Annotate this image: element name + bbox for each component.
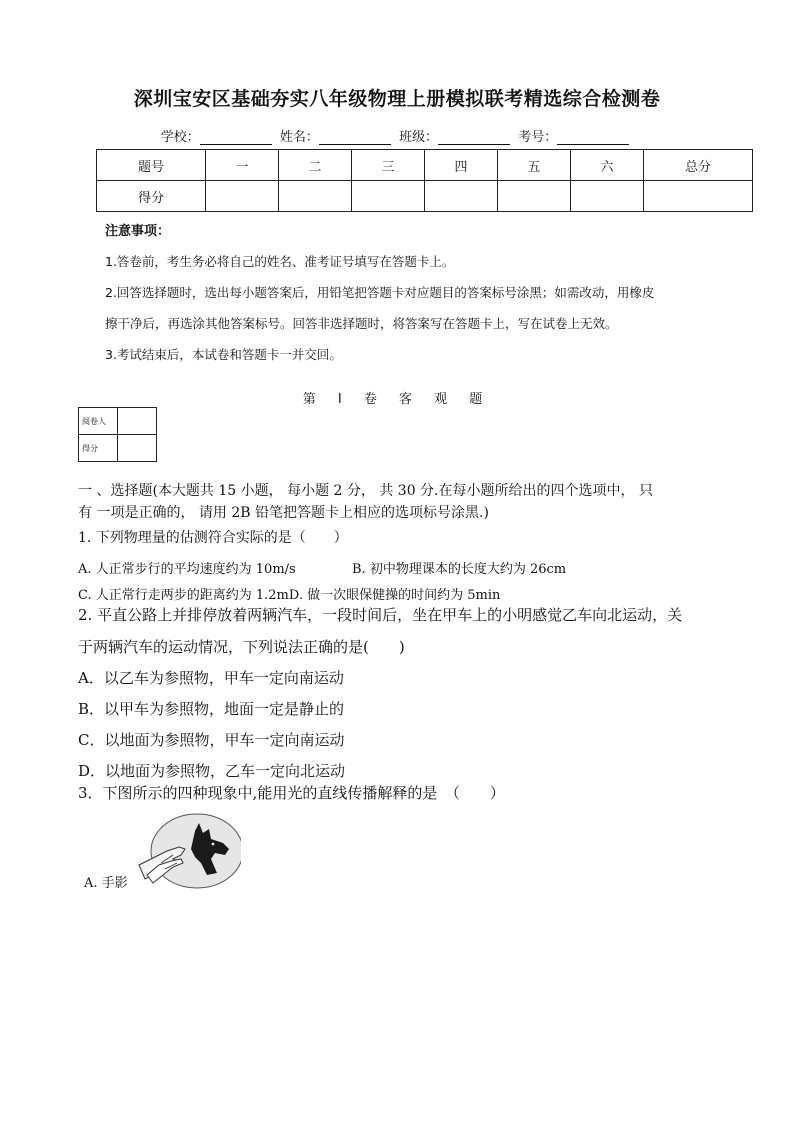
question-3-stem: 3．下图所示的四种现象中,能用光的直线传播解释的是 （ ） [78,784,505,802]
part1-instructions-line1: 一 、选择题(本大题共 15 小题， 每小题 2 分， 共 30 分.在每小题所给出的四个选项中， 只 [78,483,653,499]
score-header-cell: 题号 [97,150,206,181]
score-cell[interactable] [644,181,753,212]
notice-item: 擦干净后，再选涂其他答案标号。回答非选择题时，将答案写在答题卡上，写在试卷上无效。 [105,316,618,331]
question-1-option-a: A. 人正常步行的平均速度约为 10m/s [78,562,296,577]
grader-table [78,407,157,462]
question-2-option-c: C．以地面为参照物，甲车一定向南运动 [78,731,345,749]
name-label: 姓名： [279,130,319,145]
question-1-option-b: B. 初中物理课本的长度大约为 26cm [352,562,567,577]
notice-heading: 注意事项： [105,224,171,239]
question-2-option-d: D．以地面为参照物，乙车一定向北运动 [78,762,346,780]
school-blank[interactable] [200,130,272,145]
score-table [96,149,753,212]
score-header-cell: 四 [425,150,498,181]
score-header-cell: 六 [571,150,644,181]
exam-number-label: 考号： [518,130,558,145]
score-cell[interactable] [352,181,425,212]
notice-item: 2.回答选择题时，选出每小题答案后，用铅笔把答题卡对应题目的答案标号涂黑；如需改动，用橡皮 [105,285,655,300]
notice-item: 3.考试结束后，本试卷和答题卡一并交回。 [105,347,342,362]
question-1-stem: 1. 下列物理量的估测符合实际的是（ ） [78,530,348,546]
section-title: 第 I 卷 客 观 题 [302,392,492,407]
question-2-option-a: A．以乙车为参照物，甲车一定向南运动 [78,669,344,687]
score-header-cell: 二 [279,150,352,181]
question-2-option-b: B．以甲车为参照物，地面一定是静止的 [78,700,345,718]
school-label: 学校： [160,130,200,145]
grader-score-cell[interactable] [118,435,157,462]
name-blank[interactable] [319,130,391,145]
score-cell[interactable] [571,181,644,212]
exam-title: 深圳宝安区基础夯实八年级物理上册模拟联考精选综合检测卷 [133,88,661,110]
class-label: 班级： [399,130,439,145]
question-2-stem-line2: 于两辆汽车的运动情况，下列说法正确的是( ) [78,638,405,656]
score-row-label: 得分 [97,181,206,212]
grader-score-label: 得分 [79,435,118,462]
score-header-cell: 三 [352,150,425,181]
student-info-line [0,126,794,145]
score-header-cell: 五 [498,150,571,181]
question-2-stem-line1: 2. 平直公路上并排停放着两辆汽车，一段时间后，坐在甲车上的小明感觉乙车向北运动，关 [78,606,683,624]
part1-instructions-line2: 有 一项是正确的， 请用 2B 铅笔把答题卡上相应的选项标号涂黑.) [78,505,489,521]
grader-cell[interactable] [118,408,157,435]
score-cell[interactable] [279,181,352,212]
class-blank[interactable] [438,130,510,145]
score-cell[interactable] [206,181,279,212]
score-cell[interactable] [498,181,571,212]
score-table-header-row [97,150,753,181]
score-cell[interactable] [425,181,498,212]
question-3-option-a: A. 手影 [84,876,128,891]
grader-label: 阅卷人 [79,408,118,435]
exam-number-blank[interactable] [557,130,629,145]
score-table-score-row [97,181,753,212]
hand-shadow-image [137,813,241,889]
score-header-cell: 总分 [644,150,753,181]
notice-item: 1.答卷前，考生务必将自己的姓名、准考证号填写在答题卡上。 [105,254,455,269]
score-header-cell: 一 [206,150,279,181]
question-1-options-c-d: C. 人正常行走两步的距离约为 1.2mD. 做一次眼保健操的时间约为 5min [78,588,501,603]
